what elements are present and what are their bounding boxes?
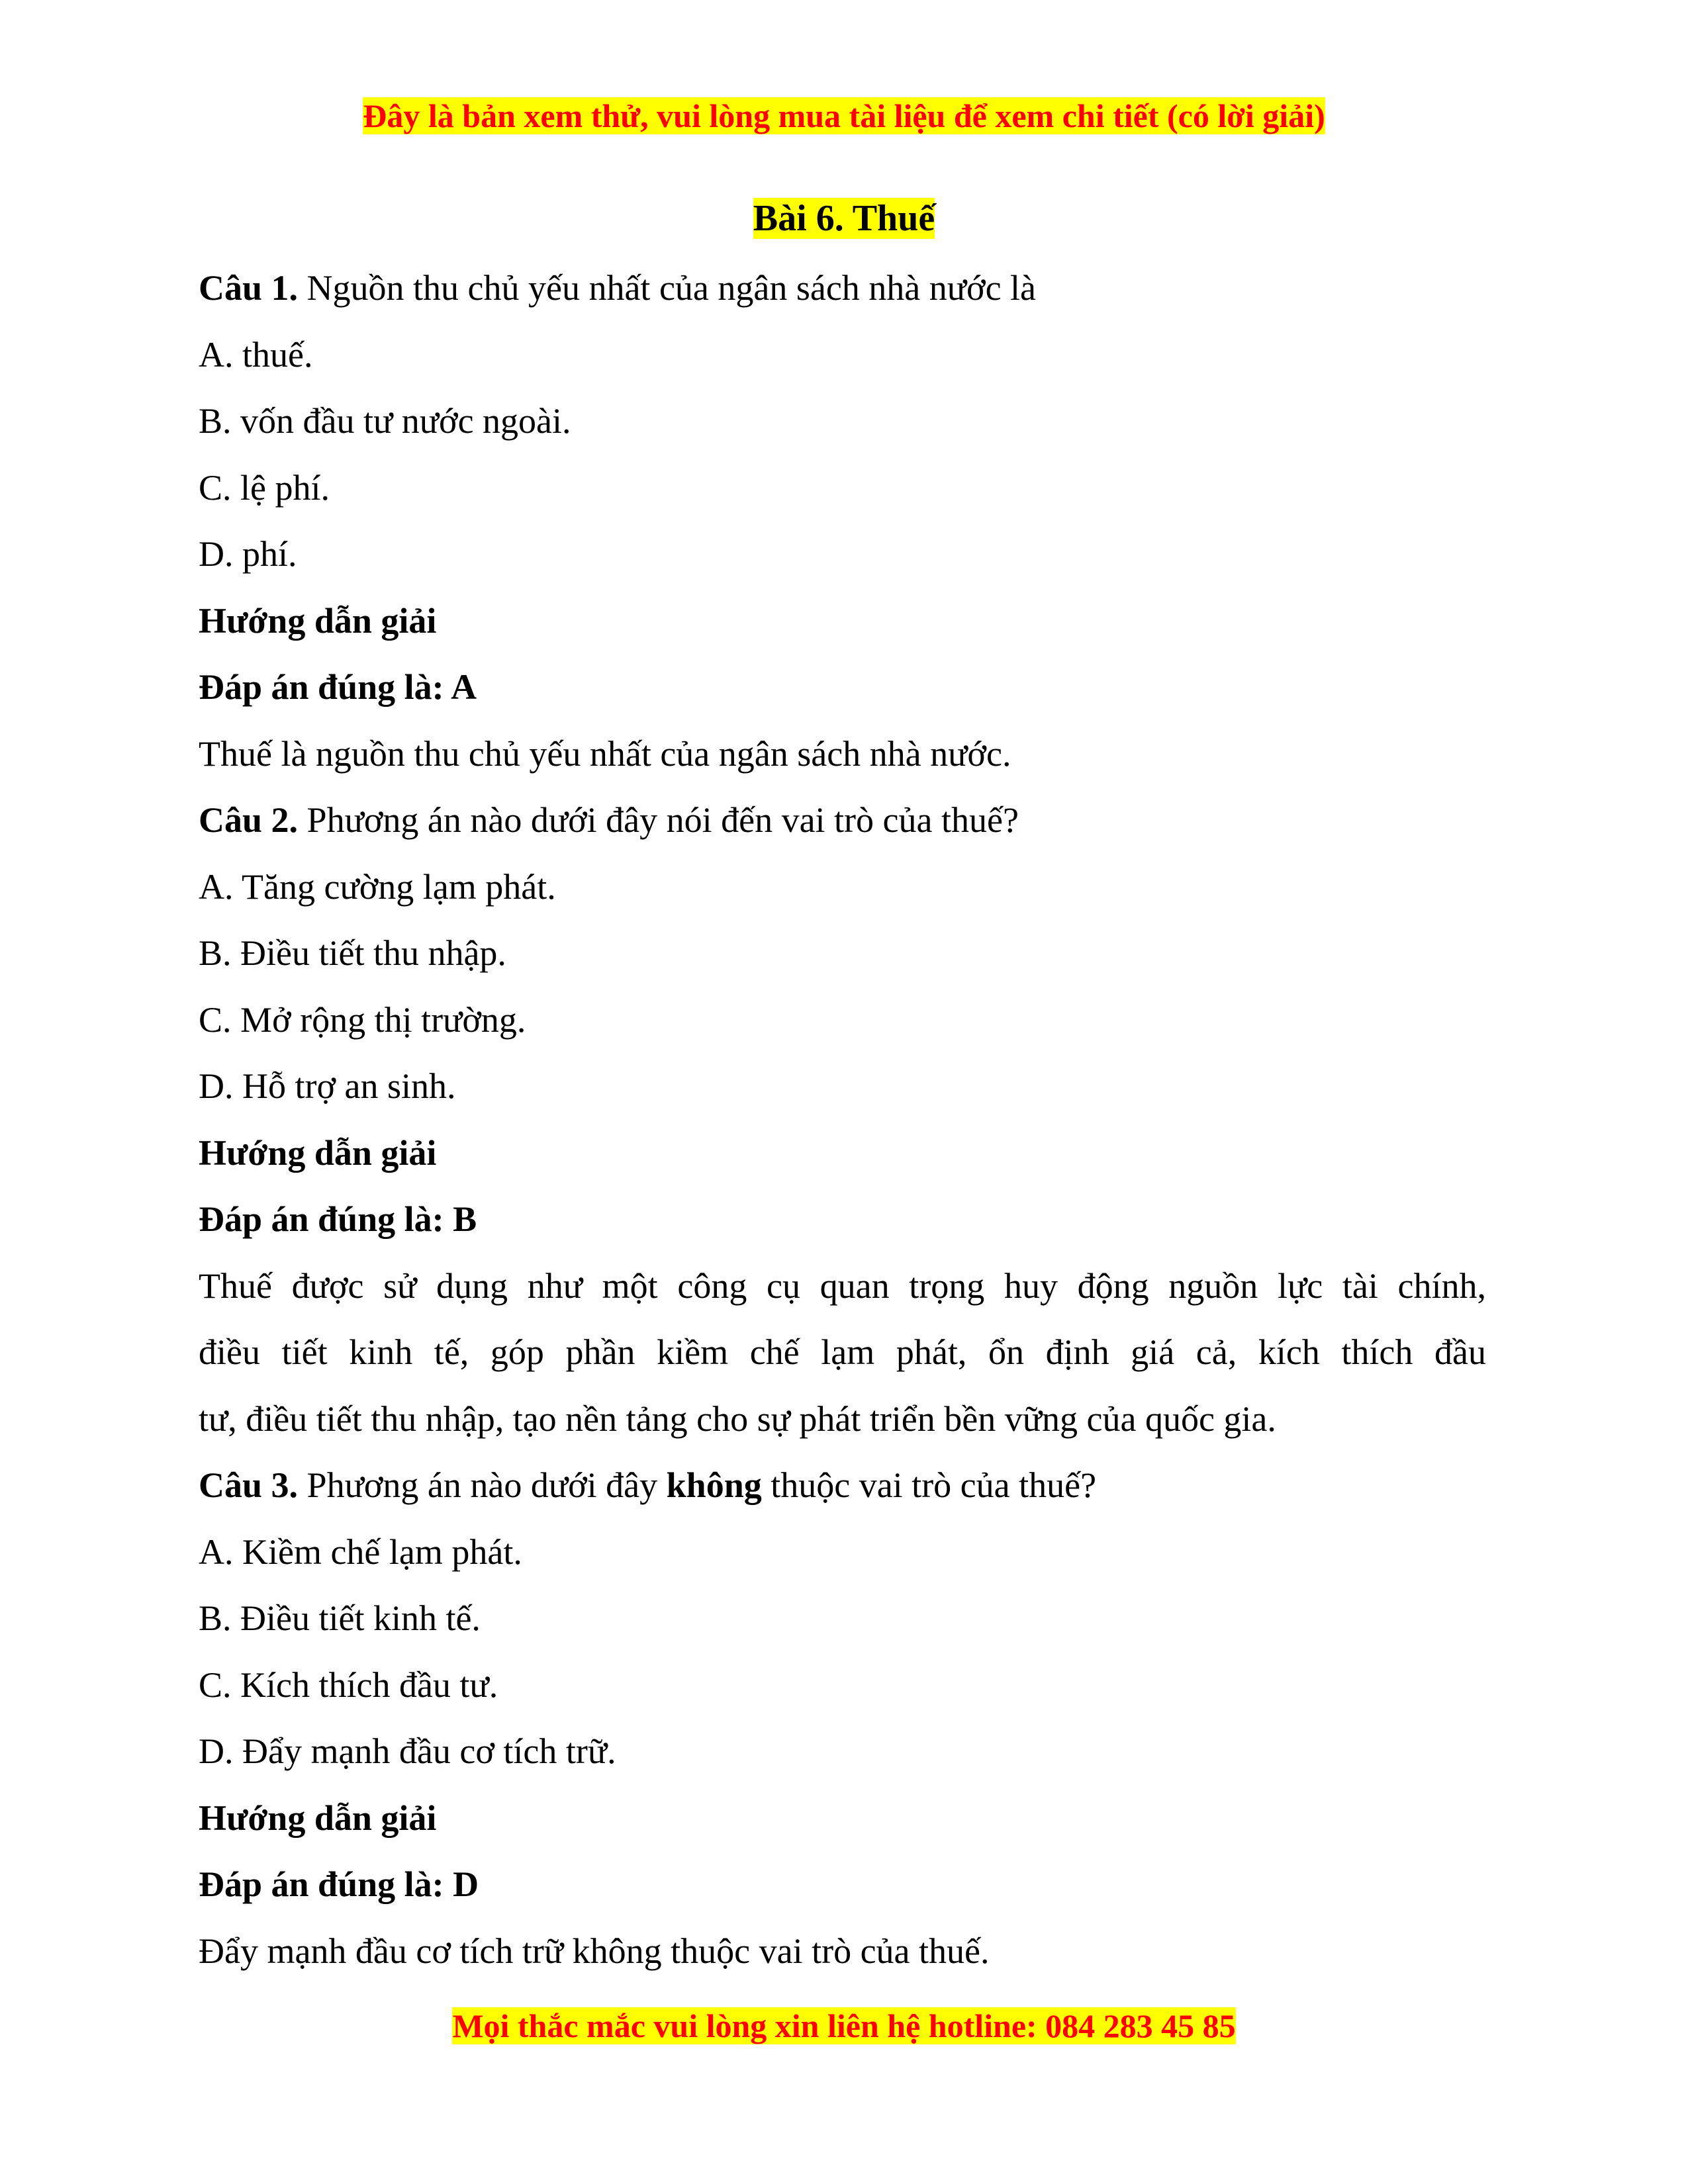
option: C. Kích thích đầu tư. [199,1664,498,1705]
option: C. Mở rộng thị trường. [199,999,526,1040]
question-text: Phương án nào dưới đây [306,1465,658,1505]
question-text: Phương án nào dưới đây nói đến vai trò của thuế? [306,800,1019,840]
solution-heading [199,1785,1486,1852]
solution-heading [199,588,1486,655]
option: D. phí. [199,534,297,574]
question-label: Câu 1. [199,268,299,308]
explanation-line: điều tiết kinh tế, góp phần kiềm chế lạm phát, ổn định giá cả, kích thích đầu [199,1332,1486,1372]
question-3 [199,1452,1486,1519]
question-label: Câu 3. [199,1465,299,1505]
lesson-title-text: Bài 6. Thuế [753,198,935,239]
hotline-footer [0,2007,1688,2045]
question-2 [199,787,1486,854]
preview-notice [0,97,1688,135]
option: B. vốn đầu tư nước ngoài. [199,401,571,441]
question-text: Nguồn thu chủ yếu nhất của ngân sách nhà nước là [306,268,1037,308]
explanation: Thuế là nguồn thu chủ yếu nhất của ngân sách nhà nước. [199,733,1011,774]
solution-heading-text: Hướng dẫn giải [199,1132,437,1173]
option: B. Điều tiết kinh tế. [199,1598,481,1638]
hotline-text: Mọi thắc mắc vui lòng xin liên hệ hotline: 084 283 45 85 [452,2007,1236,2044]
option: A. Tăng cường lạm phát. [199,866,556,907]
explanation: Đẩy mạnh đầu cơ tích trữ không thuộc vai trò của thuế. [199,1931,990,1971]
correct-answer [199,654,1486,721]
solution-heading-text: Hướng dẫn giải [199,1797,437,1838]
question-1 [199,255,1486,322]
solution-heading-text: Hướng dẫn giải [199,600,437,641]
correct-answer-text: Đáp án đúng là: B [199,1199,477,1239]
correct-answer [199,1851,1486,1918]
question-label: Câu 2. [199,800,299,840]
preview-notice-text: Đây là bản xem thử, vui lòng mua tài liệu để xem chi tiết (có lời giải) [363,97,1325,134]
question-emphasis: không [666,1465,762,1505]
question-text: thuộc vai trò của thuế? [771,1465,1097,1505]
lesson-title [0,197,1688,240]
correct-answer-text: Đáp án đúng là: D [199,1864,479,1904]
option: A. Kiềm chế lạm phát. [199,1531,522,1572]
correct-answer [199,1186,1486,1253]
solution-heading [199,1120,1486,1187]
option: C. lệ phí. [199,467,330,508]
option: D. Đẩy mạnh đầu cơ tích trữ. [199,1731,616,1771]
option: A. thuế. [199,334,313,375]
correct-answer-text: Đáp án đúng là: A [199,667,477,707]
option: B. Điều tiết thu nhập. [199,933,506,973]
option: D. Hỗ trợ an sinh. [199,1066,456,1106]
explanation-line: tư, điều tiết thu nhập, tạo nền tảng cho sự phát triển bền vững của quốc gia. [199,1398,1276,1439]
document-body [199,255,1486,1984]
explanation-line: Thuế được sử dụng như một công cụ quan trọng huy động nguồn lực tài chính, [199,1265,1486,1306]
